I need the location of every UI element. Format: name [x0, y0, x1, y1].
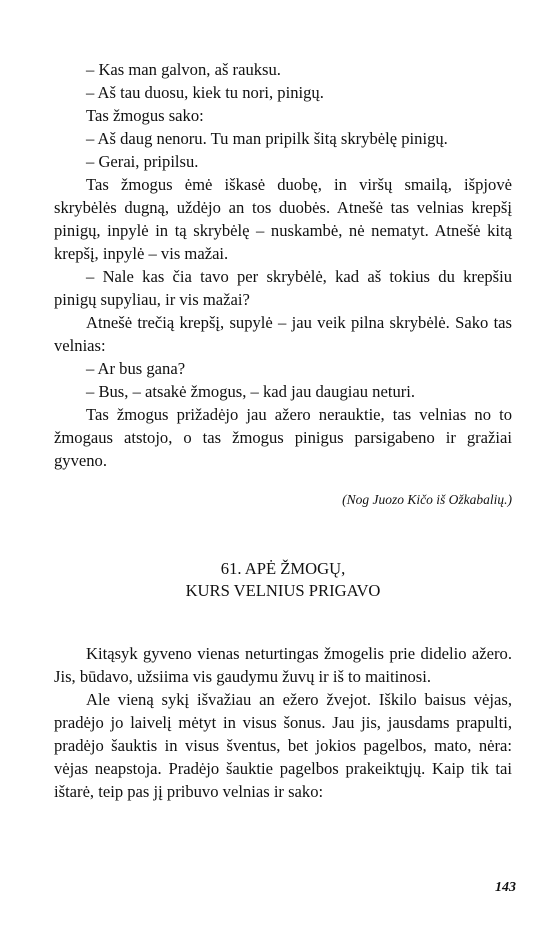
- paragraph: – Aš daug nenoru. Tu man pripilk šitą skrybėlę pinigų.: [86, 129, 448, 148]
- paragraph: Tas žmogus ėmė iškasė duobę, in viršų smailą, išpjovė skrybėlės dugną, uždėjo an tos duobės. Atnešė tas velnias krepšį pinigų, inpylė in tą skrybėlę – nuskambė, nė nematyt. Atnešė kitą krepšį, inpylė – vis mažai.: [54, 175, 512, 263]
- chapter-title: [54, 558, 512, 602]
- paragraph: – Gerai, pripilsu.: [86, 152, 199, 171]
- paragraph: Kitąsyk gyveno vienas neturtingas žmogelis prie didelio ažero. Jis, būdavo, užsiima vis gaudymu žuvų ir iš to maitinosi.: [54, 644, 512, 686]
- book-page: [54, 58, 512, 803]
- story-source: (Nog Juozo Kičo iš Ožkabalių.): [342, 492, 512, 507]
- paragraph: Tas žmogus prižadėjo jau ažero nerauktie, tas velnias no to žmogaus atstojo, o tas žmogus pinigus parsigabeno ir gražiai gyveno.: [54, 405, 512, 470]
- chapter-body: [54, 642, 512, 803]
- paragraph: – Aš tau duosu, kiek tu nori, pinigų.: [86, 83, 324, 102]
- previous-story-text: [54, 58, 512, 510]
- chapter-title-line-1: 61. APĖ ŽMOGŲ,: [220, 559, 346, 578]
- paragraph: – Ar bus gana?: [86, 359, 186, 378]
- paragraph: Tas žmogus sako:: [86, 106, 204, 125]
- paragraph: – Kas man galvon, aš rauksu.: [86, 60, 281, 79]
- paragraph: – Nale kas čia tavo per skrybėlė, kad aš tokius du krepšiu pinigų supyliau, ir vis mažai?: [54, 267, 512, 309]
- paragraph: Ale vieną sykį išvažiau an ežero žvejot. Iškilo baisus vėjas, pradėjo jo laivelį mėtyt in visus šonus. Jau jis, jausdams prapulti, pradėjo šauktis in visus šventus, bet jokios pagelbos, mato, nėra: vėjas neapstoja. Pradėjo šauktie pagelbos prakeiktųjų. Kaip tik tai ištarė, teip pas jį pribuvo velnias ir sako:: [54, 690, 512, 801]
- chapter-title-line-2: KURS VELNIUS PRIGAVO: [185, 581, 381, 600]
- page-number: 143: [495, 880, 516, 895]
- paragraph: – Bus, – atsakė žmogus, – kad jau daugiau neturi.: [86, 382, 416, 401]
- paragraph: Atnešė trečią krepšį, supylė – jau veik pilna skrybėlė. Sako tas velnias:: [54, 313, 512, 355]
